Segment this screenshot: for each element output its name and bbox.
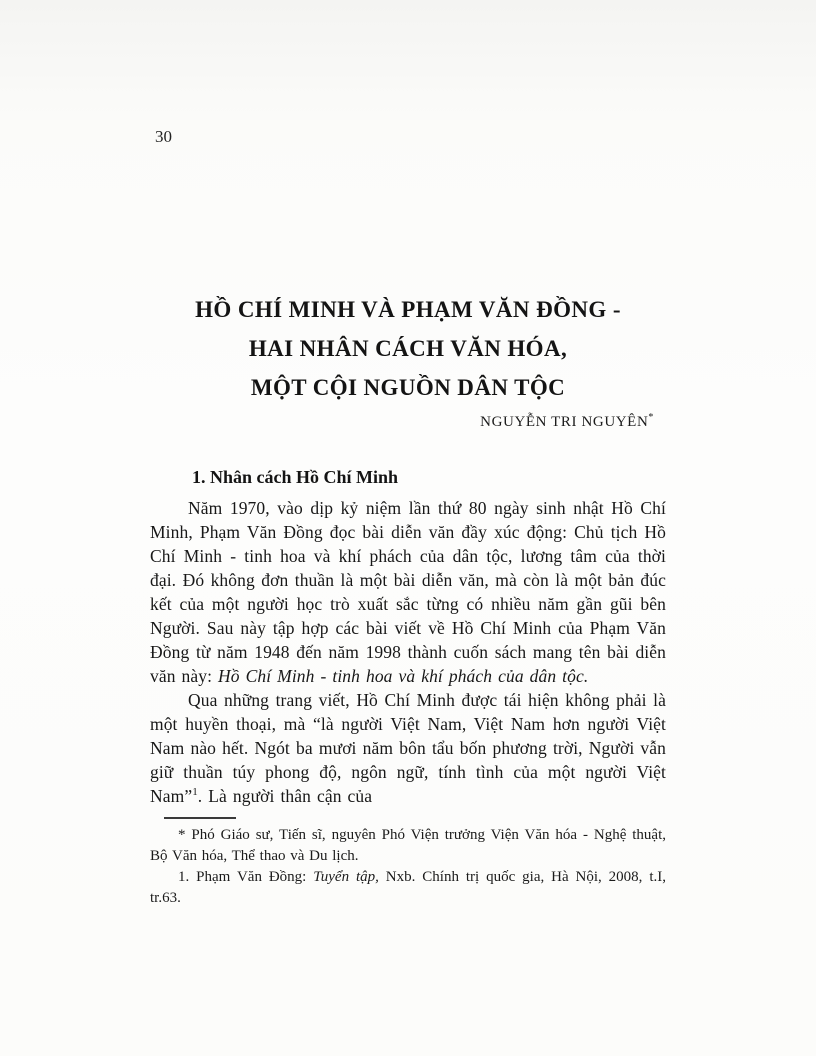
section-heading: 1. Nhân cách Hồ Chí Minh — [192, 467, 399, 487]
paragraph-1 — [150, 496, 666, 688]
footnote-1-book-title-italic: Tuyển tập, — [313, 869, 379, 885]
title-line-1: HỒ CHÍ MINH VÀ PHẠM VĂN ĐỒNG - — [195, 297, 621, 322]
footnote-ref-1: 1 — [192, 786, 198, 799]
title-line-2: HAI NHÂN CÁCH VĂN HÓA, — [248, 336, 568, 361]
footnote-author-affiliation: * Phó Giáo sư, Tiến sĩ, nguyên Phó Viện trưởng Viện Văn hóa - Nghệ thuật, Bộ Văn hóa, Thể thao và Du lịch. — [150, 827, 666, 864]
body-text — [150, 496, 666, 808]
paragraph-2-text-after: . Là người thân cận của — [197, 786, 373, 806]
author-footnote-marker: * — [648, 412, 654, 423]
article-title — [150, 290, 666, 407]
paragraph-2 — [150, 688, 666, 808]
page-number: 30 — [155, 127, 172, 146]
footnote-separator — [164, 817, 236, 819]
footnote-1-text-after: Nxb. Chính trị quốc gia, Hà Nội, 2008, t.I, tr.63. — [150, 869, 666, 906]
title-line-3: MỘT CỘI NGUỒN DÂN TỘC — [250, 375, 566, 400]
author-byline — [150, 412, 666, 432]
book-title-italic: Hồ Chí Minh - tinh hoa và khí phách của dân tộc. — [218, 666, 589, 686]
paragraph-2-text: Qua những trang viết, Hồ Chí Minh được tái hiện không phải là một huyền thoại, mà “là người Việt Nam, Việt Nam hơn người Việt Nam nào hết. Ngót ba mươi năm bôn tẩu bốn phương trời, Người vẫn giữ thuần túy phong độ, ngôn ngữ, tính tình của một người Việt Nam” — [150, 690, 666, 806]
article — [150, 0, 666, 909]
footnote-1-text: 1. Phạm Văn Đồng: — [178, 869, 314, 885]
author-name: NGUYỄN TRI NGUYÊN — [480, 414, 649, 430]
paragraph-1-text: Năm 1970, vào dịp kỷ niệm lần thứ 80 ngày sinh nhật Hồ Chí Minh, Phạm Văn Đồng đọc bài diễn văn đầy xúc động: Chủ tịch Hồ Chí Minh - tinh hoa và khí phách của dân tộc, lương tâm của thời đại. Đó không đơn thuần là một bài diễn văn, mà còn là một bản đúc kết của một người học trò xuất sắc từng có nhiều năm gần gũi bên Người. Sau này tập hợp các bài viết về Hồ Chí Minh của Phạm Văn Đồng từ năm 1948 đến năm 1998 thành cuốn sách mang tên bài diễn văn này: — [150, 498, 666, 686]
footnotes — [150, 825, 666, 909]
footnote-1 — [150, 867, 666, 909]
